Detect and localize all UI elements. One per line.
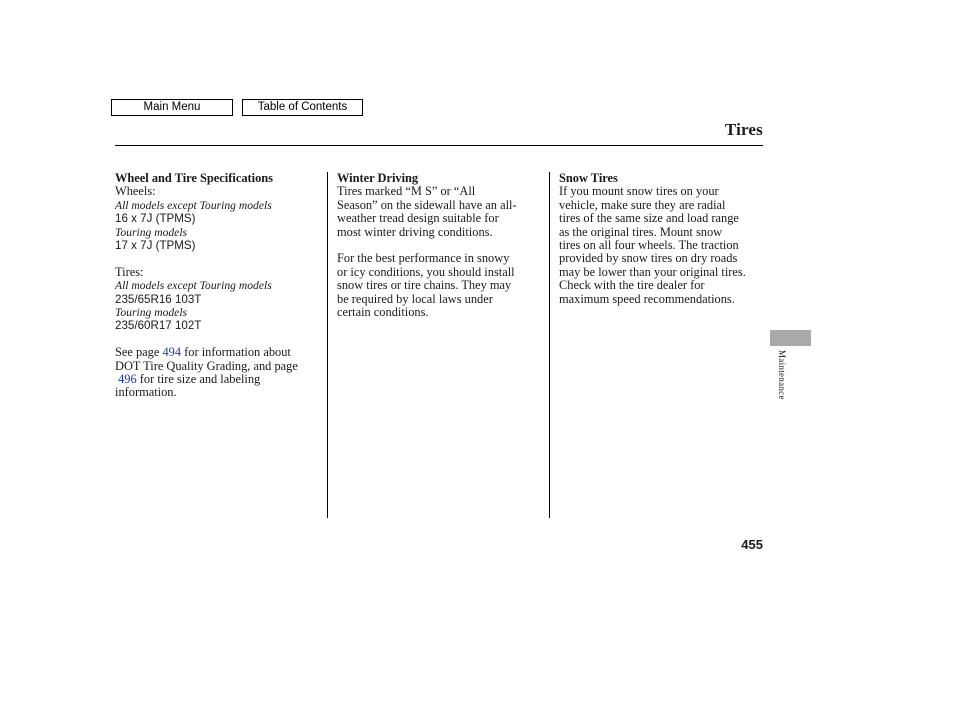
header-rule: [115, 145, 763, 146]
reference-paragraph: See page 494 for information about DOT Tire Quality Grading, and page 496 for tire size and labeling information.: [115, 345, 298, 400]
column-divider: [549, 172, 550, 518]
page-title: Tires: [724, 120, 763, 139]
paragraph: Tires marked “M S” or “All Season” on the sidewall have an all- weather tread design suitable for most winter driving conditions.: [337, 184, 517, 239]
model-label: All models except Touring models: [115, 279, 272, 293]
spec-value: 235/65R16 103T: [115, 292, 202, 306]
main-menu-button[interactable]: Main Menu: [111, 99, 233, 116]
wheel-tire-specs-column: [115, 172, 323, 400]
spec-value: 17 x 7J (TPMS): [115, 239, 196, 253]
column-divider: [327, 172, 328, 518]
section-tab-marker: [770, 330, 811, 346]
table-of-contents-button[interactable]: Table of Contents: [242, 99, 363, 116]
model-label: All models except Touring models: [115, 198, 272, 212]
spec-value: 16 x 7J (TPMS): [115, 212, 196, 226]
paragraph: If you mount snow tires on your vehicle, make sure they are radial tires of the same size and load range as the original tires. Mount snow tires on all four wheels. The traction provided by snow tires on dry roads may be lower than your original tires. Check with the tire dealer for maximum speed recommendations.: [559, 184, 746, 306]
paragraph: For the best performance in snowy or icy conditions, you should install snow tires or tire chains. They may be required by local laws under certain conditions.: [337, 251, 515, 320]
winter-driving-column: [337, 172, 543, 319]
page-number: 455: [741, 537, 763, 552]
section-heading: Winter Driving: [337, 171, 419, 185]
section-tab-label: Maintenance: [777, 350, 787, 400]
wheels-label: Wheels:: [115, 184, 156, 199]
tires-label: Tires:: [115, 264, 144, 279]
model-label: Touring models: [115, 225, 188, 239]
spec-value: 235/60R17 102T: [115, 319, 202, 333]
model-label: Touring models: [115, 306, 188, 320]
snow-tires-column: [559, 172, 767, 306]
section-heading: Wheel and Tire Specifications: [115, 171, 273, 185]
section-heading: Snow Tires: [559, 171, 618, 185]
page-link-496[interactable]: 496: [118, 372, 137, 387]
page-link-494[interactable]: 494: [162, 345, 182, 360]
